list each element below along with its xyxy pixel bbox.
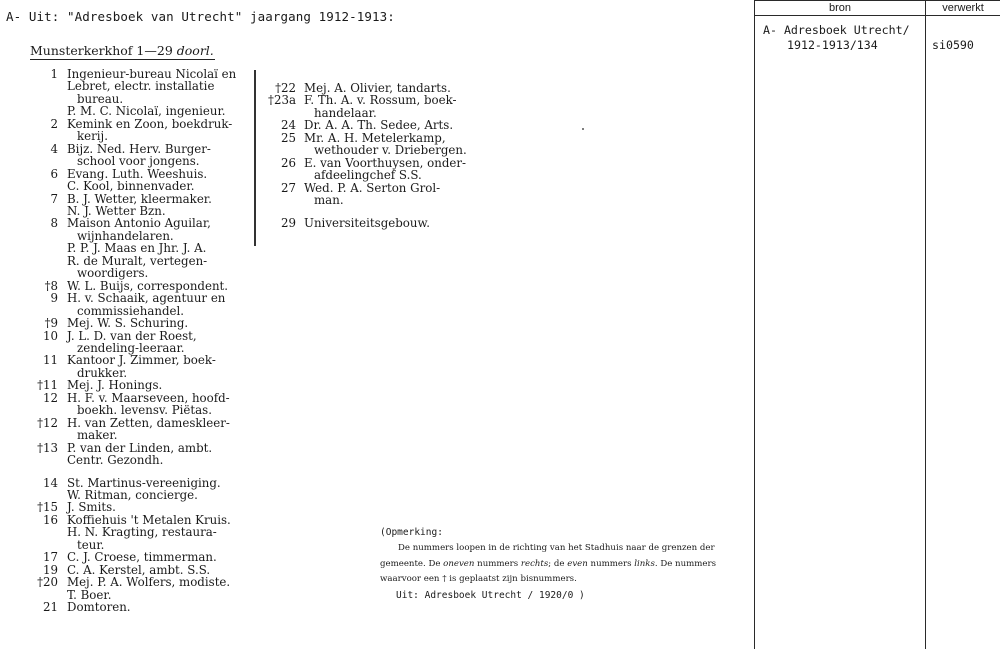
occupant-line: P. P. J. Maas en Jhr. J. A. (67, 241, 207, 256)
occupant-text (67, 442, 212, 467)
occupant-line: Ingenieur-bureau Nicolaï en (67, 67, 237, 81)
occupant-line: woordigers. (77, 266, 149, 281)
occupant-text (304, 94, 457, 119)
occupant-line: wijnhandelaren. (77, 228, 174, 243)
occupant-line: J. L. D. van der Roest, (67, 328, 197, 343)
remark-text: ; de (548, 558, 568, 569)
occupant-text (67, 292, 225, 317)
house-number: 10 (42, 328, 58, 343)
house-number: 8 (50, 216, 58, 231)
address-entry (258, 157, 488, 182)
house-number: †12 (37, 415, 58, 430)
house-number: 19 (42, 562, 58, 577)
occupant-line: R. de Muralt, vertegen- (67, 253, 208, 268)
occupant-line: handelaar. (314, 105, 377, 120)
occupant-text (304, 132, 467, 157)
address-entry (258, 132, 488, 157)
street-name: Munsterkerkhof 1—29 (30, 43, 173, 58)
occupant-line: Mej. W. S. Schuring. (67, 316, 189, 331)
address-entry (258, 94, 488, 119)
occupant-text (304, 119, 453, 131)
occupant-line: Evang. Luth. Weeshuis. (67, 166, 208, 181)
occupant-text (67, 68, 236, 118)
occupant-line: Mej. A. Olivier, tandarts. (304, 81, 451, 95)
street-suffix: doorl. (176, 43, 214, 58)
address-entry (258, 217, 488, 229)
occupant-text (67, 317, 188, 329)
occupant-text (67, 514, 231, 551)
address-entry (14, 292, 254, 317)
occupant-line: W. Ritman, concierge. (67, 487, 198, 502)
occupant-line: Koffiehuis 't Metalen Kruis. (67, 512, 231, 527)
occupant-line: teur. (77, 537, 105, 552)
processed-column-header: verwerkt (942, 2, 984, 14)
address-entry (14, 193, 254, 218)
form-border-left (754, 0, 755, 649)
source-line-1: A- Adresboek Utrecht/ (763, 23, 910, 37)
occupant-text (67, 551, 217, 563)
occupant-line: commissiehandel. (77, 303, 185, 318)
remark-text: gemeente. De (380, 558, 444, 569)
house-number: 12 (42, 390, 58, 405)
house-number: †8 (44, 278, 58, 293)
occupant-text (67, 193, 212, 218)
heading-underline (30, 59, 215, 60)
address-entry (14, 354, 254, 379)
house-number: 16 (42, 512, 58, 527)
occupant-text (304, 182, 440, 207)
house-number: 29 (280, 215, 296, 230)
house-number: 27 (280, 180, 296, 195)
remark-heading: (Opmerking: (380, 527, 443, 538)
occupant-text (67, 601, 131, 613)
street-heading (30, 43, 214, 58)
house-number: 17 (42, 550, 58, 565)
remark-text: nummers (587, 558, 635, 569)
remark-line-2 (380, 557, 750, 573)
occupant-line: Maison Antonio Aguilar, (67, 216, 211, 231)
address-entry (14, 417, 254, 442)
remark-block (380, 525, 750, 604)
occupant-text (67, 477, 221, 502)
house-number: †23a (268, 93, 296, 108)
occupant-line: kerij. (77, 129, 108, 144)
address-entry (14, 514, 254, 551)
address-entry (14, 601, 254, 613)
occupant-text (67, 576, 230, 601)
column-divider (254, 70, 256, 246)
house-number: 2 (50, 116, 58, 131)
house-number: 25 (280, 130, 296, 145)
occupant-line: B. J. Wetter, kleermaker. (67, 191, 212, 206)
remark-em-left: links (634, 558, 655, 569)
occupant-text (304, 217, 430, 229)
occupant-line: Wed. P. A. Serton Grol- (304, 180, 441, 195)
document-header: A- Uit: "Adresboek van Utrecht" jaargang 1912-1913: (6, 9, 395, 24)
scan-speck (582, 128, 584, 130)
address-entry (14, 392, 254, 417)
address-entry (258, 182, 488, 207)
occupant-line: C. Kool, binnenvader. (67, 179, 195, 194)
occupant-text (304, 157, 466, 182)
house-number: 4 (50, 141, 58, 156)
form-column-divider (925, 0, 926, 649)
occupant-line: H. v. Schaaik, agentuur en (67, 291, 226, 306)
address-entry (14, 118, 254, 143)
house-number: †11 (37, 378, 58, 393)
occupant-line: C. J. Croese, timmerman. (67, 550, 217, 565)
occupant-line: Mej. P. A. Wolfers, modiste. (67, 575, 231, 590)
occupant-text (67, 501, 116, 513)
occupant-text (67, 354, 216, 379)
house-number: 26 (280, 155, 296, 170)
occupant-line: Kantoor J. Zimmer, boek- (67, 353, 216, 368)
house-number: 21 (42, 600, 58, 615)
address-entry (14, 477, 254, 502)
occupant-text (67, 143, 211, 168)
address-entry (14, 551, 254, 563)
occupant-line: bureau. (77, 91, 124, 106)
source-reference (763, 23, 923, 53)
house-number: †13 (37, 440, 58, 455)
address-entry (14, 68, 254, 118)
house-number: 24 (280, 118, 296, 133)
entries-column-right (258, 82, 488, 229)
form-header-border (754, 15, 1000, 16)
address-entry (14, 168, 254, 193)
occupant-line: Mej. J. Honings. (67, 378, 163, 393)
occupant-line: H. N. Kragting, restaura- (67, 525, 217, 540)
house-number: †9 (44, 316, 58, 331)
occupant-line: E. van Voorthuysen, onder- (304, 155, 467, 170)
entry-gap (14, 467, 254, 477)
source-line-2: 1912-1913/134 (787, 38, 878, 52)
occupant-text (67, 417, 230, 442)
remark-source: Uit: Adresboek Utrecht / 1920/0 ) (396, 590, 585, 602)
occupant-text (67, 168, 207, 193)
occupant-line: C. A. Kerstel, ambt. S.S. (67, 562, 211, 577)
occupant-line: H. van Zetten, dameskleer- (67, 415, 230, 430)
house-number: 6 (50, 166, 58, 181)
occupant-line: Domtoren. (67, 600, 131, 615)
remark-line-3: waarvoor een † is geplaatst zijn bisnummers. (380, 574, 577, 585)
occupant-line: drukker. (77, 365, 128, 380)
occupant-line: W. L. Buijs, correspondent. (67, 278, 229, 293)
remark-em-even: even (567, 558, 588, 569)
remark-em-odd: oneven (443, 558, 475, 569)
occupant-line: school voor jongens. (77, 154, 200, 169)
occupant-line: F. Th. A. v. Rossum, boek- (304, 93, 457, 108)
occupant-line: St. Martinus-vereeniging. (67, 475, 221, 490)
house-number: 9 (50, 291, 58, 306)
occupant-line: afdeelingchef S.S. (314, 168, 422, 183)
house-number: †20 (37, 575, 58, 590)
occupant-text (67, 392, 230, 417)
address-entry (14, 501, 254, 513)
occupant-line: J. Smits. (67, 500, 116, 515)
house-number: 1 (50, 67, 58, 81)
occupant-text (67, 217, 211, 279)
house-number: 14 (42, 475, 58, 490)
address-entry (14, 576, 254, 601)
occupant-line: P. van der Linden, ambt. (67, 440, 213, 455)
occupant-line: zendeling-leeraar. (77, 340, 185, 355)
entries-column-left (14, 68, 254, 613)
occupant-line: N. J. Wetter Bzn. (67, 203, 166, 218)
remark-line-1: De nummers loopen in de richting van het Stadhuis naar de grenzen der (398, 542, 715, 553)
occupant-line: Universiteitsgebouw. (304, 215, 430, 230)
occupant-text (67, 379, 162, 391)
house-number: †22 (275, 81, 296, 95)
occupant-line: Kemink en Zoon, boekdruk- (67, 116, 233, 131)
house-number: 11 (42, 353, 58, 368)
processed-code: si0590 (932, 38, 974, 52)
remark-text: nummers (474, 558, 521, 569)
address-entry (14, 379, 254, 391)
source-column-header: bron (828, 2, 852, 14)
occupant-line: maker. (77, 428, 118, 443)
occupant-line: Centr. Gezondh. (67, 453, 164, 468)
occupant-line: Lebret, electr. installatie (67, 79, 215, 94)
occupant-line: boekh. levensv. Piëtas. (77, 403, 212, 418)
occupant-line: P. M. C. Nicolaï, ingenieur. (67, 104, 226, 119)
occupant-line: man. (314, 193, 344, 208)
remark-text: . De nummers (654, 558, 717, 569)
address-entry (258, 119, 488, 131)
occupant-line: Mr. A. H. Metelerkamp, (304, 130, 446, 145)
occupant-text (67, 330, 197, 355)
address-entry (14, 217, 254, 279)
address-entry (14, 442, 254, 467)
occupant-line: wethouder v. Driebergen. (314, 143, 467, 158)
house-number: 7 (50, 191, 58, 206)
house-number: †15 (37, 500, 58, 515)
remark-em-right: rechts (520, 558, 549, 569)
occupant-line: Bijz. Ned. Herv. Burger- (67, 141, 211, 156)
occupant-line: T. Boer. (67, 587, 112, 602)
address-entry (14, 143, 254, 168)
address-entry (14, 317, 254, 329)
address-entry (14, 330, 254, 355)
occupant-line: Dr. A. A. Th. Sedee, Arts. (304, 118, 454, 133)
occupant-line: H. F. v. Maarseveen, hoofd- (67, 390, 230, 405)
occupant-text (67, 118, 232, 143)
